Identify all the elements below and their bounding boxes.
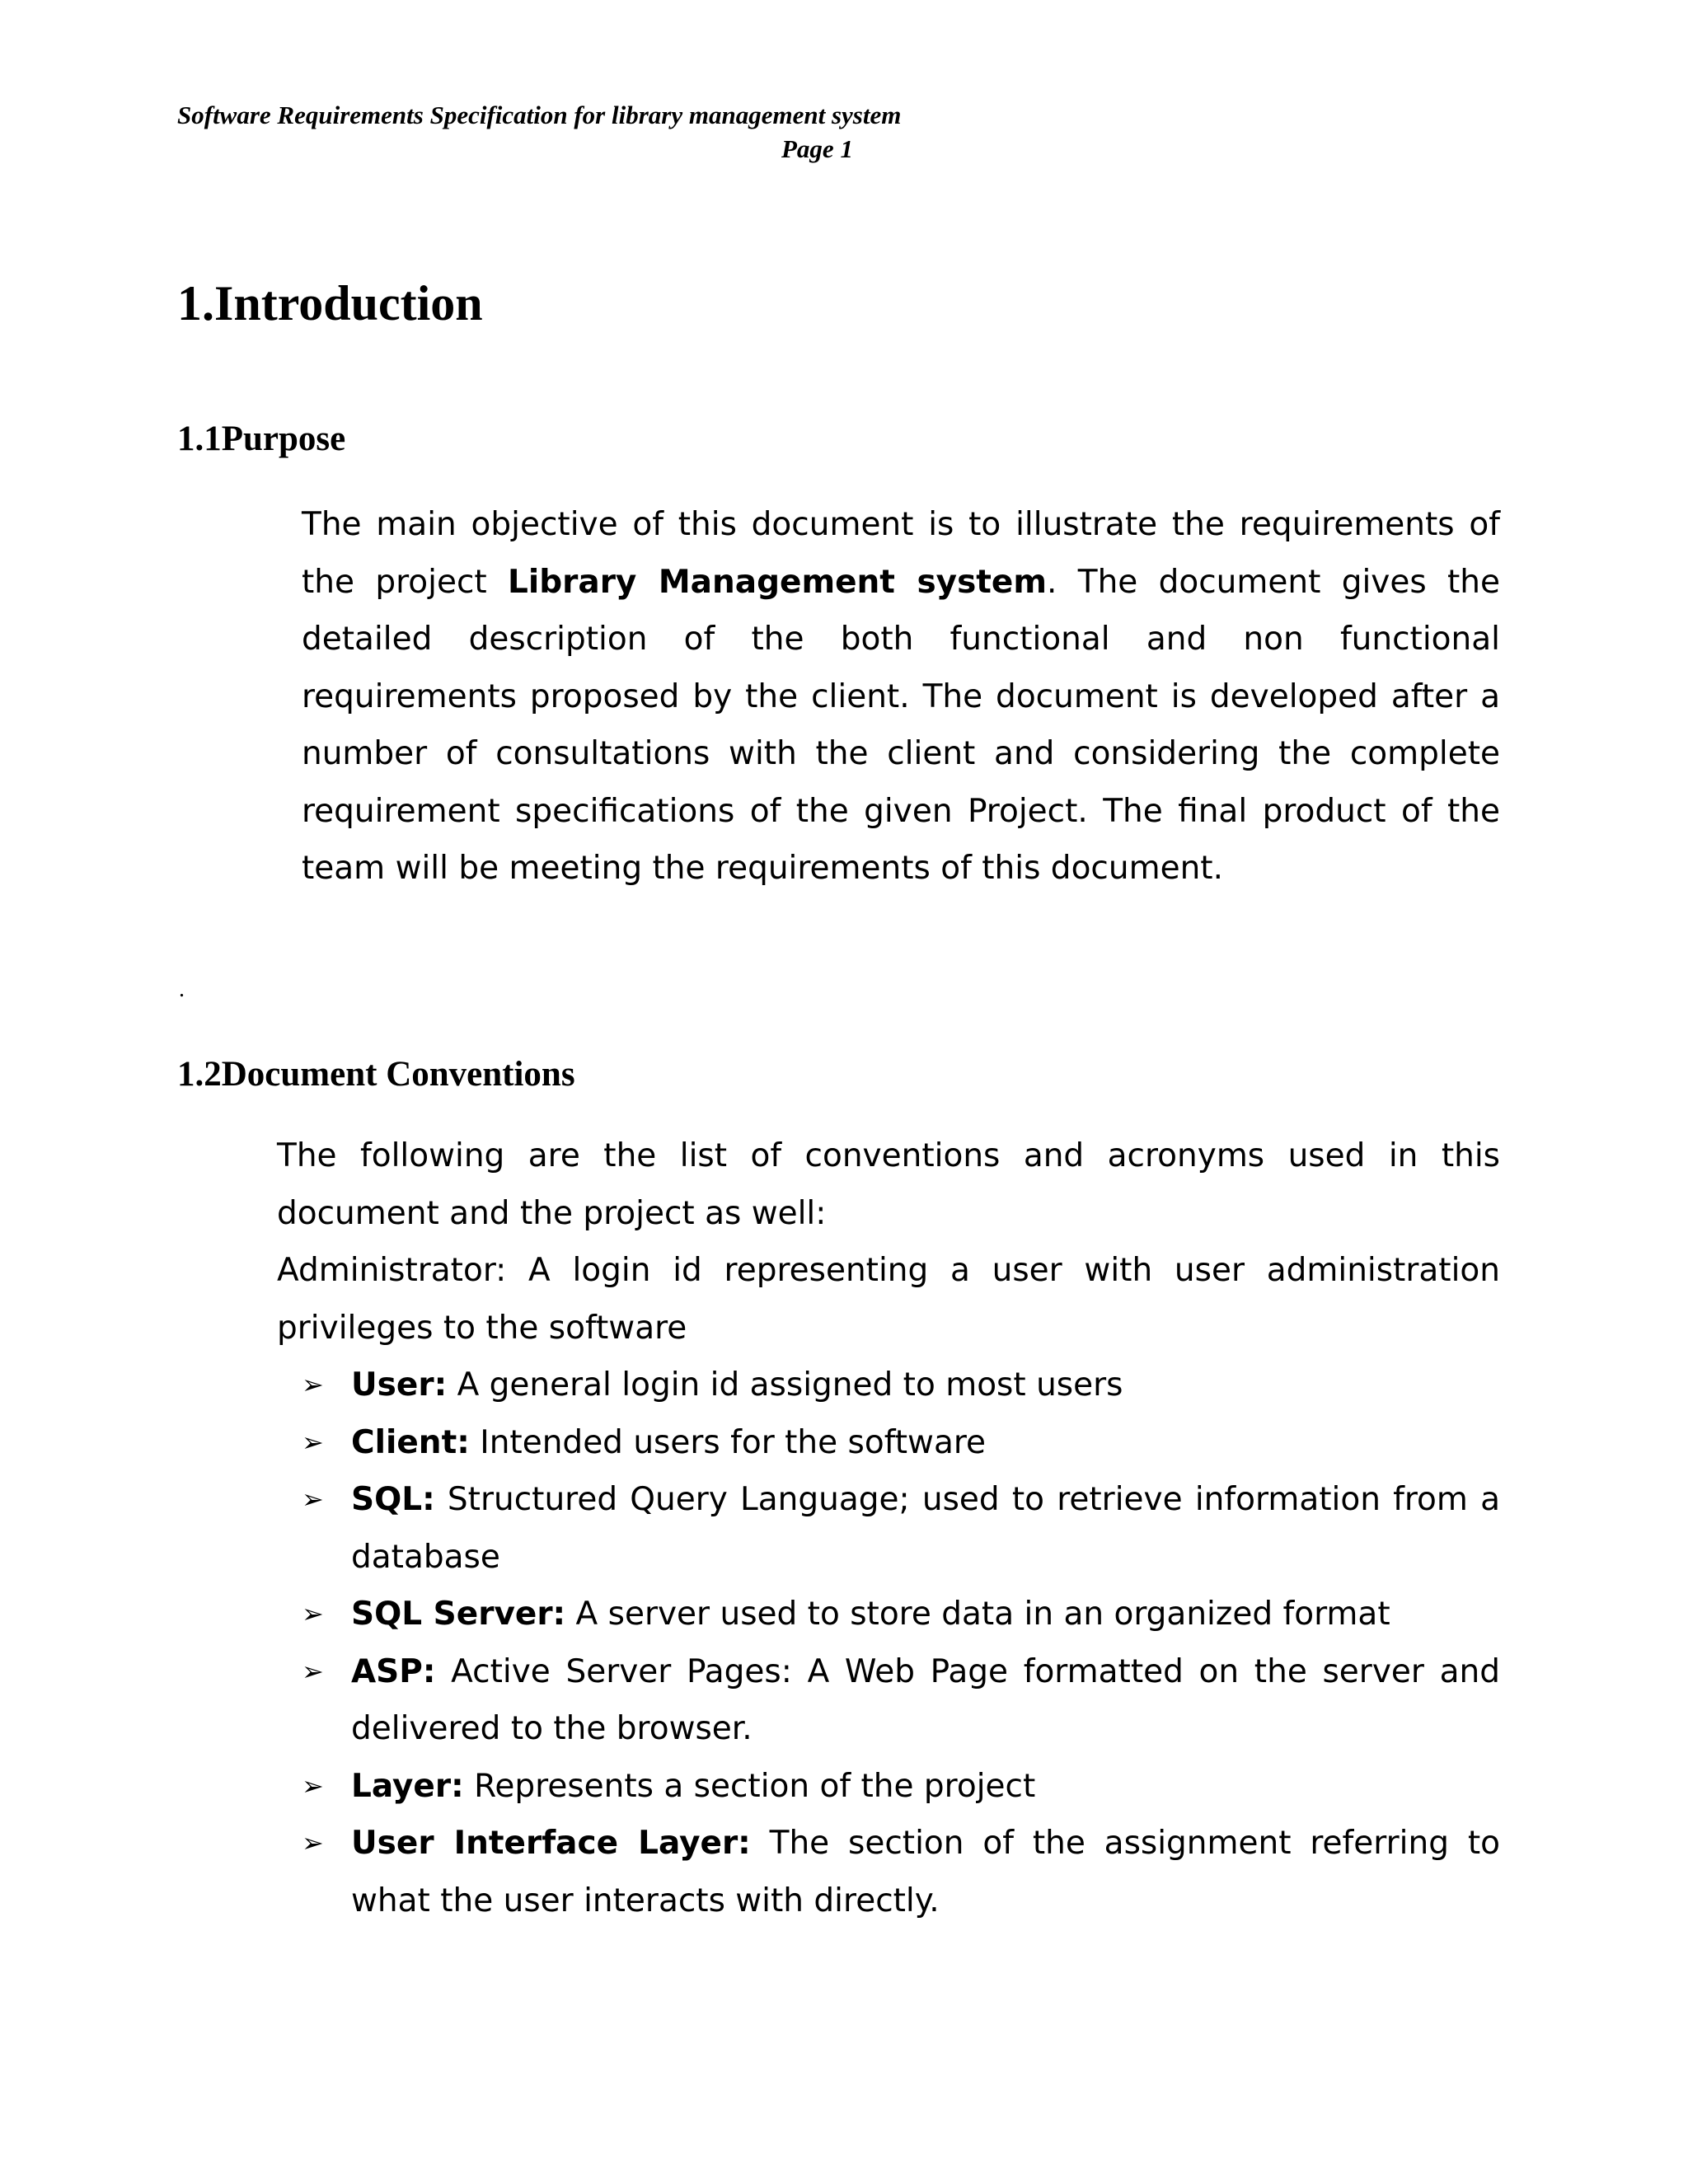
list-item-description: The section of the assignment referring to what the user interacts with directly. — [351, 1825, 1500, 1919]
conventions-admin-definition: Administrator: A login id representing a user with user administration privileges to the software — [277, 1252, 1500, 1347]
list-item-term: SQL: — [351, 1481, 435, 1518]
list-item — [277, 1643, 1500, 1758]
list-item-term: Layer: — [351, 1767, 464, 1805]
purpose-paragraph — [302, 496, 1500, 898]
arrowhead-bullet-icon: ➢ — [302, 1769, 324, 1802]
purpose-text-before: The main objective of this document is to illustrate the requirements of the project — [302, 506, 1500, 601]
purpose-bold-phrase: Library Management system — [508, 563, 1048, 601]
running-header-title: Software Requirements Specification for library management system — [177, 101, 902, 129]
list-item — [277, 1586, 1500, 1643]
arrowhead-bullet-icon: ➢ — [302, 1483, 324, 1515]
arrowhead-bullet-icon: ➢ — [302, 1598, 324, 1629]
list-item — [277, 1758, 1500, 1816]
list-item-description: Structured Query Language; used to retrieve information from a database — [351, 1481, 1500, 1576]
conventions-body — [277, 1127, 1500, 1929]
list-item — [277, 1357, 1500, 1414]
list-item-description: Active Server Pages: A Web Page formatted on the server and delivered to the browser. — [351, 1652, 1500, 1747]
list-item-description: A server used to store data in an organized format — [565, 1596, 1390, 1633]
section-heading-introduction: 1.Introduction — [177, 276, 483, 330]
arrowhead-bullet-icon: ➢ — [302, 1655, 324, 1687]
conventions-list — [277, 1357, 1500, 1929]
conventions-intro: The following are the list of conventions and acronyms used in this document and the project as well: — [277, 1137, 1500, 1232]
list-item-term: SQL Server: — [351, 1596, 566, 1633]
list-item-description: Intended users for the software — [469, 1423, 987, 1461]
list-item — [277, 1815, 1500, 1929]
list-item — [277, 1471, 1500, 1586]
arrowhead-bullet-icon: ➢ — [302, 1369, 324, 1400]
list-item — [277, 1414, 1500, 1472]
list-item-description: A general login id assigned to most users — [447, 1366, 1123, 1404]
separator-dot: . — [179, 977, 185, 1002]
arrowhead-bullet-icon: ➢ — [302, 1827, 324, 1858]
purpose-text-after: . The document gives the detailed description of the both functional and non functional requirements proposed by the client. The document is developed after a number of consultations with the client and considering the complete requirement specifications of the given Project. The final product of the team will be meeting the requirements of this document. — [302, 563, 1501, 887]
list-item-description: Represents a section of the project — [463, 1767, 1036, 1805]
arrowhead-bullet-icon: ➢ — [302, 1426, 324, 1458]
running-header-page-number: Page 1 — [781, 134, 853, 163]
subsection-heading-purpose: 1.1Purpose — [177, 419, 346, 458]
list-item-term: Client: — [351, 1423, 470, 1461]
subsection-heading-document-conventions: 1.2Document Conventions — [177, 1055, 575, 1094]
list-item-term: User: — [351, 1366, 448, 1404]
list-item-term: User Interface Layer: — [351, 1825, 751, 1862]
list-item-term: ASP: — [351, 1652, 436, 1690]
